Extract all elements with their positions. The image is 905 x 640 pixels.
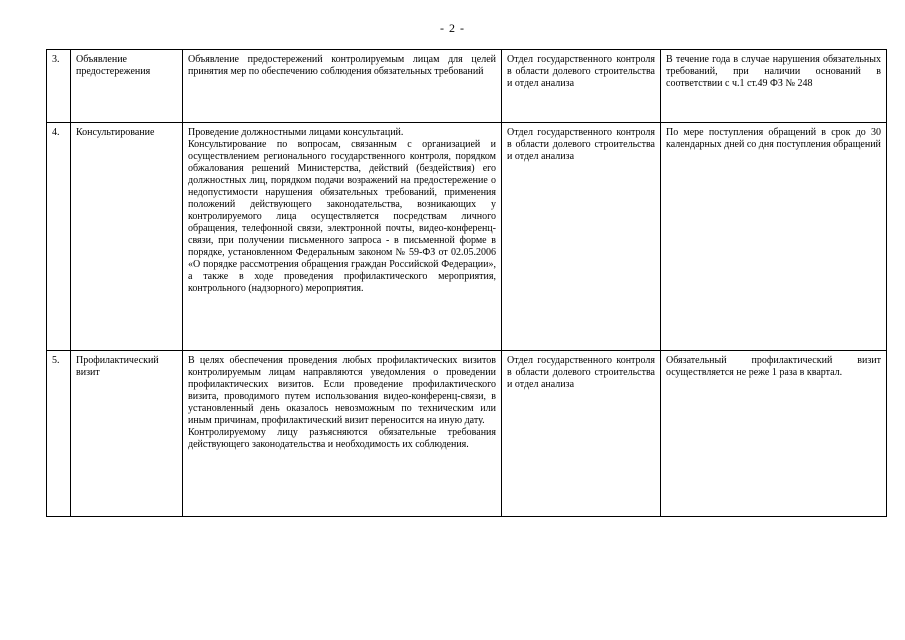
description-paragraph: Объявление предостережений контролируемым лицам для целей принятия мер по обеспечению соблюдения обязательных требований xyxy=(188,54,496,77)
measure-description xyxy=(183,50,502,123)
page-number: - 2 - xyxy=(440,21,465,35)
row-number: 3. xyxy=(47,50,71,123)
table-row xyxy=(47,123,887,351)
table-row xyxy=(47,50,887,123)
measure-timing: В течение года в случае нарушения обязательных требований, при наличии оснований в соответствии с ч.1 ст.49 ФЗ № 248 xyxy=(661,50,887,123)
description-paragraph: Контролируемому лицу разъясняются обязательные требования действующего законодательства и необходимость их соблюдения. xyxy=(188,427,496,450)
row-number: 5. xyxy=(47,351,71,517)
description-paragraph: Консультирование по вопросам, связанным с организацией и осуществлением регионального государственного контроля, порядком обжалования решений Министерства, действий (бездействия) его должностных лиц, порядком подачи возражений на предостережение о недопустимости нарушения обязательных требований, применения положений действующего законодательства, возникающих у контролируемого лица осуществляется посредствам личного обращения, телефонной связи, электронной почты, видео-конференц-связи, при получении письменного запроса - в письменной форме в порядке, установленном Федеральным законом № 59-ФЗ от 02.05.2006 «О порядке рассмотрения обращения граждан Российской Федерации», а также в ходе проведения профилактического мероприятия, контрольного (надзорного) мероприятия. xyxy=(188,139,496,294)
description-paragraph: Проведение должностными лицами консультаций. xyxy=(188,127,404,138)
responsible-department: Отдел государственного контроля в области долевого строительства и отдел анализа xyxy=(502,50,661,123)
prevention-measures-table xyxy=(46,49,887,517)
responsible-department: Отдел государственного контроля в области долевого строительства и отдел анализа xyxy=(502,123,661,351)
measure-name: Профилактический визит xyxy=(71,351,183,517)
measure-timing: По мере поступления обращений в срок до 30 календарных дней со дня поступления обращений xyxy=(661,123,887,351)
row-number: 4. xyxy=(47,123,71,351)
measure-timing: Обязательный профилактический визит осуществляется не реже 1 раза в квартал. xyxy=(661,351,887,517)
measure-description xyxy=(183,351,502,517)
measure-name: Объявление предостережения xyxy=(71,50,183,123)
responsible-department: Отдел государственного контроля в области долевого строительства и отдел анализа xyxy=(502,351,661,517)
table-row xyxy=(47,351,887,517)
description-paragraph: В целях обеспечения проведения любых профилактических визитов контролируемым лицам направляются уведомления о проведении профилактических визитов. Если проведение профилактического визита, проводимого путем использования видео-конференц-связи, в установленный день оказалось невозможным по техническим или иным причинам, профилактический визит переносится на иную дату. xyxy=(188,355,496,426)
measure-description xyxy=(183,123,502,351)
measure-name: Консультирование xyxy=(71,123,183,351)
